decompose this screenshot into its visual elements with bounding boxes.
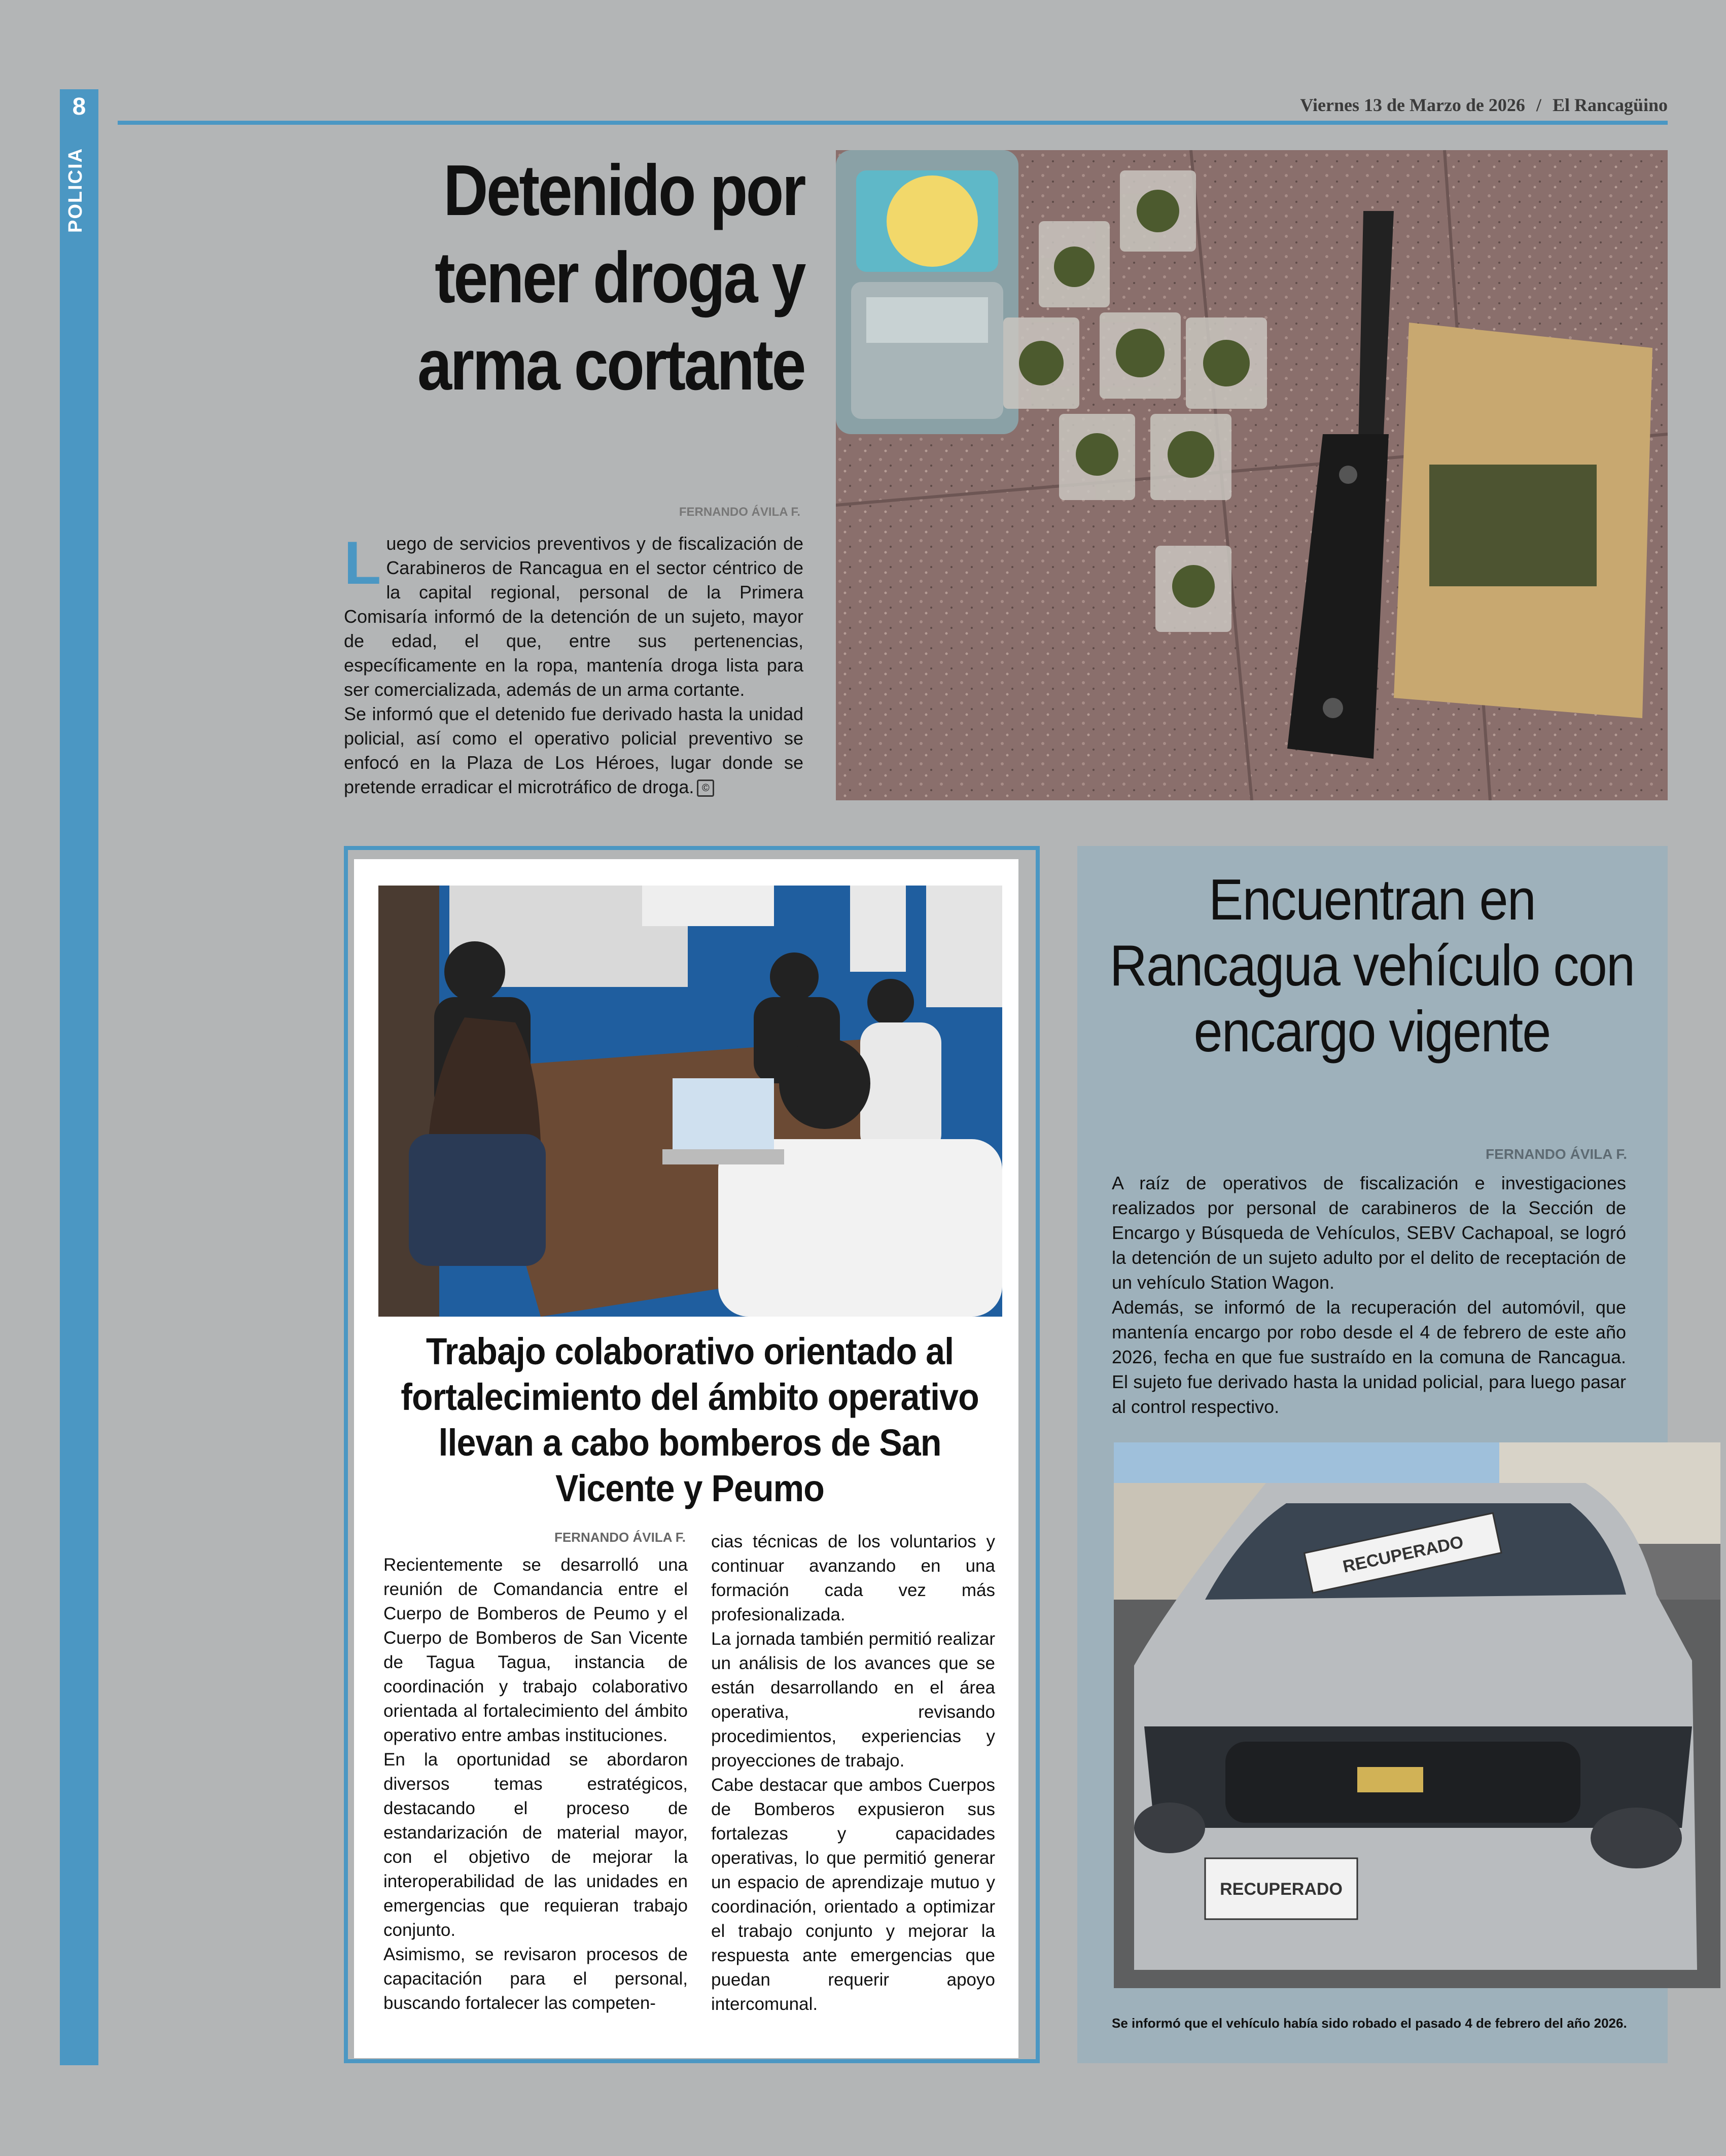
- story1-headline: Detenido por tener droga y arma cortante: [417, 150, 804, 405]
- story3-body: [1112, 1171, 1626, 1419]
- story2-headline: Trabajo colaborativo orientado al fortalecimiento del ámbito operativo llevan a cabo bomberos de San Vicente y Peumo: [401, 1330, 979, 1509]
- story2-paragraph: En la oportunidad se abordaron diversos temas estratégicos, destacando el proceso de estandarización de material mayor, con el objetivo de mejorar la interoperabilidad de las unidades en emergencias que requieran trabajo conjunto.: [383, 1750, 688, 1940]
- story1-paragraph: Se informó que el detenido fue derivado hasta la unidad policial, así como el operativo policial preventivo se enfocó en la Plaza de Los Héroes, lugar donde se pretende erradicar el microtráfico de droga.: [344, 703, 803, 797]
- drop-cap: L: [344, 529, 381, 597]
- story3-paragraph: A raíz de operativos de fiscalización e investigaciones realizados por personal de carabineros de la Sección de Encargo y Búsqueda de Vehículos, SEBV Cachapoal, se logró la detención de un sujeto adulto por el delito de receptación de un vehículo Station Wagon.: [1112, 1173, 1626, 1293]
- story1-paragraph: uego de servicios preventivos y de fiscalización de Carabineros de Rancagua en el sector céntrico de la capital regional, personal de la Primera Comisaría informó de la detención de un sujeto, mayor de edad, el que, entre sus pertenencias, específicamente en la ropa, mantenía droga lista para ser comercializada, además de un arma cortante.: [344, 533, 803, 700]
- story3-photo-caption: Se informó que el vehículo había sido robado el pasado 4 de febrero del año 2026.: [1112, 2016, 1627, 2031]
- end-mark-icon: ©: [697, 780, 714, 797]
- story2-paragraph: La jornada también permitió realizar un análisis de los avances que se están desarrollando en el área operativa, revisando procedimientos, experiencias y proyecciones de trabajo.: [711, 1629, 995, 1771]
- story3-headline: Encuentran en Rancagua vehículo con encargo vigente: [1109, 868, 1635, 1064]
- story2-paragraph: Asimismo, se revisaron procesos de capacitación para el personal, buscando fortalecer las competen-: [383, 1945, 688, 2013]
- section-bar: [60, 89, 98, 2065]
- scale-icon: [836, 150, 1018, 434]
- story2-paragraph: cias técnicas de los voluntarios y continuar avanzando en una formación cada vez más profesionalizada.: [711, 1532, 995, 1624]
- story2-column-2: [711, 1530, 995, 2017]
- story2-paragraph: Recientemente se desarrolló una reunión de Comandancia entre el Cuerpo de Bomberos de Peumo y el Cuerpo de Bomberos de San Vicente de Tagua Tagua, instancia de coordinación y trabajo colaborativo orientada al fortalecimiento del ámbito operativo entre ambas instituciones.: [383, 1555, 688, 1745]
- story2-byline: FERNANDO ÁVILA F.: [554, 1530, 686, 1545]
- page-number: 8: [72, 93, 86, 120]
- issue-date: Viernes 13 de Marzo de 2026: [1300, 95, 1525, 115]
- header-separator: /: [1536, 95, 1541, 115]
- section-label: POLICIA: [65, 147, 86, 233]
- laptop-icon: [673, 1078, 774, 1149]
- story2-paragraph: Cabe destacar que ambos Cuerpos de Bomberos expusieron sus fortalezas y capacidades operativas, lo que permitió generar un espacio de aprendizaje mutuo y coordinación, orientado a optimizar el trabajo conjunto y mejorar la respuesta ante emergencias que puedan requerir apoyo intercomunal.: [711, 1775, 995, 2014]
- header-rule: [118, 121, 1668, 125]
- story1-body: [344, 529, 803, 799]
- story3-byline: FERNANDO ÁVILA F.: [1486, 1146, 1627, 1162]
- story1-byline: FERNANDO ÁVILA F.: [679, 505, 800, 519]
- story3-paragraph: Además, se informó de la recuperación del automóvil, que mantenía encargo por robo desde el 4 de febrero de este año 2026, fecha en que fue sustraído en la comuna de Rancagua. El sujeto fue derivado hasta la unidad policial, para luego pasar al control respectivo.: [1112, 1297, 1626, 1417]
- seized-items-photo: [836, 150, 1668, 800]
- page-header: [1300, 94, 1668, 116]
- firefighters-meeting-photo: [378, 886, 1002, 1317]
- windshield-sign: RECUPERADO: [1341, 1532, 1465, 1577]
- story2-column-1: [383, 1553, 688, 2016]
- plate-sign: RECUPERADO: [1220, 1880, 1343, 1899]
- paper-bag-icon: [1394, 323, 1652, 718]
- recovered-vehicle-photo: [1114, 1442, 1720, 1988]
- publication-name: El Rancagüino: [1552, 95, 1668, 115]
